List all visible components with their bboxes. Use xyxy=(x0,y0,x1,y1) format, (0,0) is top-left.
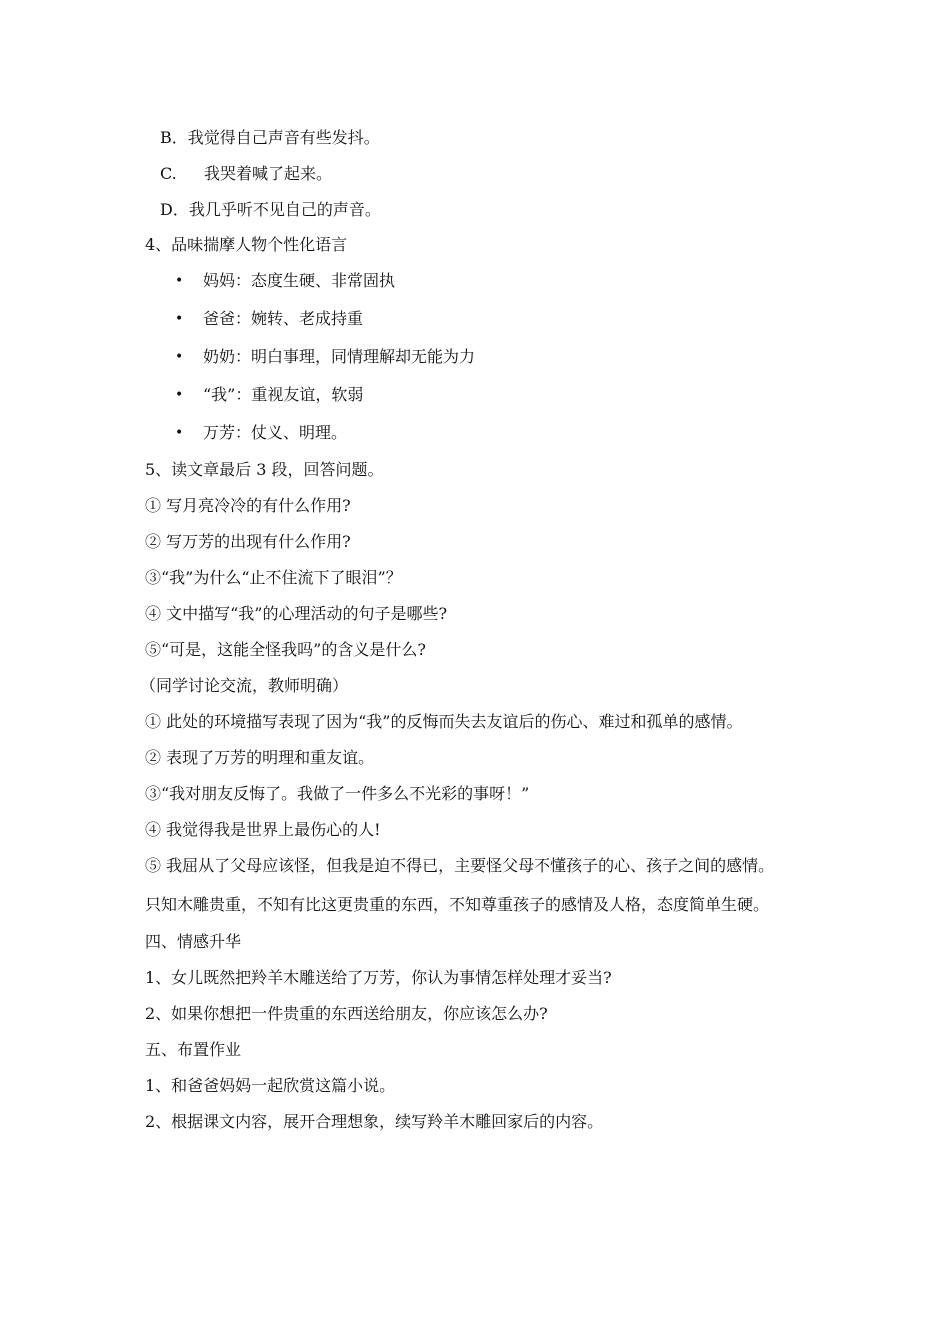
question-item: ② 写万芳的出现有什么作用? xyxy=(145,532,351,551)
discussion-note: （同学讨论交流，教师明确） xyxy=(140,676,349,695)
list-item: 2、根据课文内容，展开合理想象，续写羚羊木雕回家后的内容。 xyxy=(145,1112,604,1131)
bullet-text: 奶奶：明白事理，同情理解却无能为力 xyxy=(203,347,476,366)
question-item: ④ 文中描写“我”的心理活动的句子是哪些? xyxy=(145,604,448,623)
option-c xyxy=(160,163,332,185)
answer-continuation: 只知木雕贵重，不知有比这更贵重的东西，不知尊重孩子的感情及人格，态度简单生硬。 xyxy=(145,895,770,914)
question-item: ① 写月亮冷冷的有什么作用? xyxy=(145,496,351,515)
part-5-heading: 五、布置作业 xyxy=(145,1040,242,1059)
answer-item: ③“我对朋友反悔了。我做了一件多么不光彩的事呀！” xyxy=(145,784,530,803)
question-item: ⑤“可是，这能全怪我吗”的含义是什么? xyxy=(145,640,426,659)
bullet-text: 爸爸：婉转、老成持重 xyxy=(203,309,364,328)
option-c-text: 我哭着喊了起来。 xyxy=(204,164,333,183)
answer-item: ⑤ 我屈从了父母应该怪，但我是迫不得已，主要怪父母不懂孩子的心、孩子之间的感情。 xyxy=(145,856,775,875)
answer-item: ④ 我觉得我是世界上最伤心的人! xyxy=(145,820,381,839)
answer-item: ① 此处的环境描写表现了因为“我”的反悔而失去友谊后的伤心、难过和孤单的感情。 xyxy=(145,712,743,731)
section-4-heading: 4、品味揣摩人物个性化语言 xyxy=(145,235,348,254)
list-item: 1、女儿既然把羚羊木雕送给了万芳，你认为事情怎样处理才妥当? xyxy=(145,968,612,987)
bullet-text: “我”：重视友谊，软弱 xyxy=(203,385,364,404)
answer-item: ② 表现了万芳的明理和重友谊。 xyxy=(145,748,375,767)
bullet-icon: • xyxy=(175,425,184,441)
bullet-icon: • xyxy=(175,387,184,403)
option-c-label: C. xyxy=(160,164,177,183)
bullet-icon: • xyxy=(175,311,184,327)
bullet-text: 万芳：仗义、明理。 xyxy=(203,423,348,442)
bullet-icon: • xyxy=(175,273,184,289)
bullet-text: 妈妈：态度生硬、非常固执 xyxy=(203,271,396,290)
list-item: 1、和爸爸妈妈一起欣赏这篇小说。 xyxy=(145,1076,396,1095)
question-item: ③“我”为什么“止不住流下了眼泪”？ xyxy=(145,568,402,587)
list-item: 2、如果你想把一件贵重的东西送给朋友，你应该怎么办? xyxy=(145,1004,548,1023)
section-5-heading: 5、读文章最后 3 段，回答问题。 xyxy=(145,460,384,479)
option-d: D．我几乎听不见自己的声音。 xyxy=(160,200,381,219)
part-4-heading: 四、情感升华 xyxy=(145,932,242,951)
option-b: B．我觉得自己声音有些发抖。 xyxy=(160,128,380,147)
bullet-icon: • xyxy=(175,349,184,365)
